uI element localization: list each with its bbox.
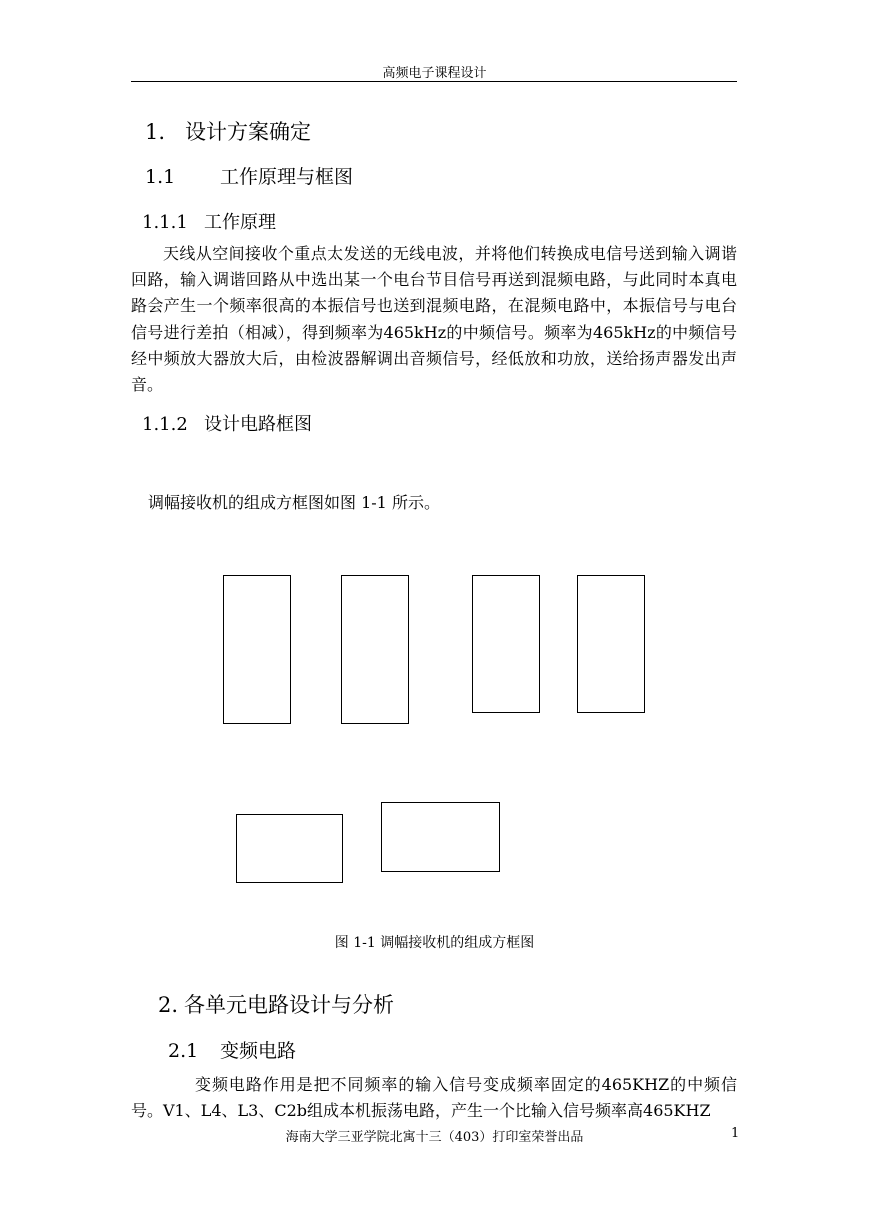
- header-rule: [131, 81, 737, 82]
- subsection-title: 变频电路: [220, 1040, 297, 1062]
- diagram-block: [236, 814, 343, 883]
- subsection-title: 工作原理与框图: [220, 166, 354, 188]
- subsection-1-1-heading: [145, 162, 353, 189]
- section-title: 设计方案确定: [185, 120, 311, 144]
- page-footer: 海南大学三亚学院北寓十三（403）打印室荣誉出品: [285, 1130, 584, 1145]
- diagram-block: [472, 575, 540, 713]
- subsubsection-number: 1.1.2: [142, 414, 188, 435]
- subsubsection-1-1-2-heading: [142, 410, 312, 436]
- subsection-number: 1.1: [145, 166, 176, 188]
- section-number: 2.: [158, 993, 179, 1017]
- subsubsection-title: 设计电路框图: [204, 414, 312, 435]
- mixer-circuit-paragraph: 变频电路作用是把不同频率的输入信号变成频率固定的465KHZ的中频信号。V1、L4、L3、C2b组成本机振荡电路，产生一个比输入信号频率高465KHZ: [131, 1075, 737, 1121]
- section-1-heading: [145, 116, 311, 146]
- page-number: 1: [731, 1126, 740, 1141]
- diagram-intro-text: 调幅接收机的组成方框图如图 1-1 所示。: [148, 493, 440, 512]
- diagram-block: [223, 575, 291, 724]
- section-number: 1.: [145, 120, 166, 144]
- subsubsection-title: 工作原理: [204, 212, 276, 233]
- section-title: 各单元电路设计与分析: [184, 993, 394, 1017]
- diagram-block: [341, 575, 409, 724]
- figure-caption: 图 1-1 调幅接收机的组成方框图: [334, 935, 535, 951]
- subsubsection-1-1-1-heading: [142, 208, 276, 234]
- section-2-heading: [158, 989, 394, 1019]
- page-header: 高频电子课程设计: [382, 66, 487, 81]
- diagram-block: [381, 802, 500, 872]
- subsection-number: 2.1: [168, 1040, 199, 1062]
- diagram-block: [577, 575, 645, 713]
- subsubsection-number: 1.1.1: [142, 212, 188, 233]
- subsection-2-1-heading: [168, 1036, 296, 1063]
- working-principle-paragraph: 天线从空间接收个重点太发送的无线电波，并将他们转换成电信号送到输入调谐回路，输入调谐回路从中选出某一个电台节目信号再送到混频电路，与此同时本真电路会产生一个频率很高的本振信号也送到混频电路，在混频电路中，本振信号与电台信号进行差拍（相减），得到频率为465kHz的中频信号。频率为465kHz的中频信号经中频放大器放大后，由检波器解调出音频信号，经低放和功放，送给扬声器发出声音。: [131, 244, 737, 395]
